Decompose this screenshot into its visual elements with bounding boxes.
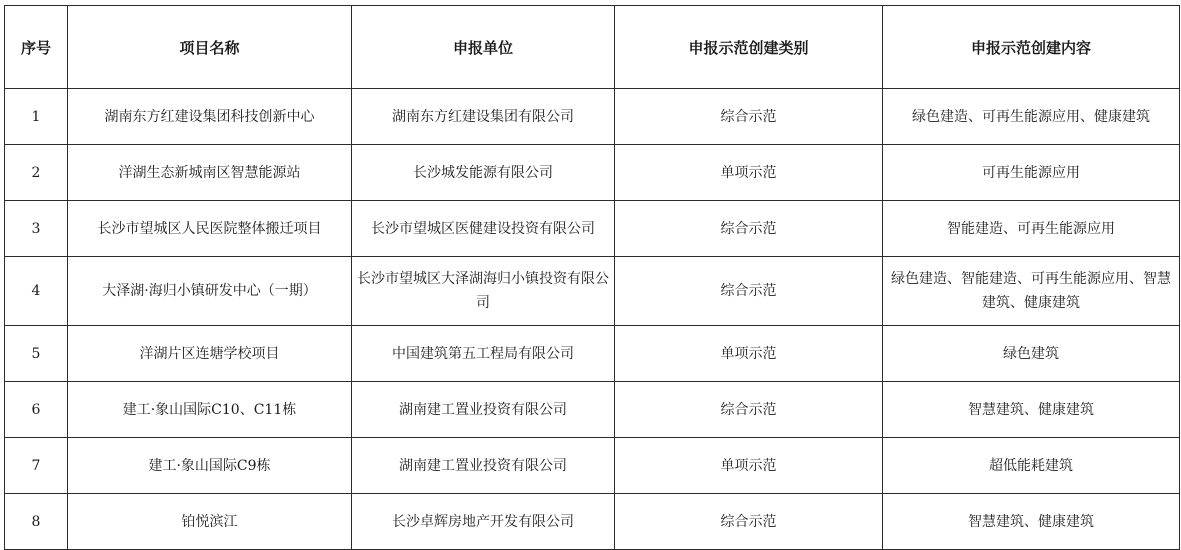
- header-demo-content: 申报示范创建内容: [883, 6, 1180, 89]
- cell-applicant-unit: 湖南建工置业投资有限公司: [352, 382, 615, 438]
- cell-project-name: 长沙市望城区人民医院整体搬迁项目: [68, 201, 352, 257]
- header-demo-category: 申报示范创建类别: [615, 6, 883, 89]
- cell-project-name: 洋湖生态新城南区智慧能源站: [68, 145, 352, 201]
- cell-demo-content: 智慧建筑、健康建筑: [883, 494, 1180, 550]
- cell-demo-content: 超低能耗建筑: [883, 438, 1180, 494]
- table-row: [5, 382, 1180, 438]
- cell-project-name: 大泽湖·海归小镇研发中心（一期）: [68, 257, 352, 326]
- cell-demo-category: 综合示范: [615, 494, 883, 550]
- cell-demo-category: 综合示范: [615, 257, 883, 326]
- cell-applicant-unit: 中国建筑第五工程局有限公司: [352, 326, 615, 382]
- cell-no: 1: [5, 89, 68, 145]
- cell-demo-content: 可再生能源应用: [883, 145, 1180, 201]
- cell-demo-category: 单项示范: [615, 145, 883, 201]
- cell-no: 8: [5, 494, 68, 550]
- table-row: [5, 326, 1180, 382]
- cell-project-name: 铂悦滨江: [68, 494, 352, 550]
- cell-demo-category: 单项示范: [615, 326, 883, 382]
- cell-demo-content: 智能建造、可再生能源应用: [883, 201, 1180, 257]
- projects-table: [4, 5, 1180, 550]
- cell-project-name: 建工·象山国际C10、C11栋: [68, 382, 352, 438]
- cell-applicant-unit: 长沙城发能源有限公司: [352, 145, 615, 201]
- cell-demo-category: 综合示范: [615, 201, 883, 257]
- table-header-row: [5, 6, 1180, 89]
- table-row: [5, 145, 1180, 201]
- table-row: [5, 438, 1180, 494]
- cell-demo-category: 综合示范: [615, 382, 883, 438]
- cell-no: 7: [5, 438, 68, 494]
- cell-applicant-unit: 湖南东方红建设集团有限公司: [352, 89, 615, 145]
- table-row: [5, 494, 1180, 550]
- cell-applicant-unit: 长沙市望城区大泽湖海归小镇投资有限公司: [352, 257, 615, 326]
- header-project-name: 项目名称: [68, 6, 352, 89]
- cell-demo-category: 综合示范: [615, 89, 883, 145]
- cell-demo-category: 单项示范: [615, 438, 883, 494]
- header-no: 序号: [5, 6, 68, 89]
- table-row: [5, 89, 1180, 145]
- cell-demo-content: 智慧建筑、健康建筑: [883, 382, 1180, 438]
- cell-applicant-unit: 长沙市望城区医健建设投资有限公司: [352, 201, 615, 257]
- cell-no: 2: [5, 145, 68, 201]
- cell-demo-content: 绿色建造、智能建造、可再生能源应用、智慧建筑、健康建筑: [883, 257, 1180, 326]
- cell-applicant-unit: 长沙卓辉房地产开发有限公司: [352, 494, 615, 550]
- table-row: [5, 201, 1180, 257]
- cell-project-name: 建工·象山国际C9栋: [68, 438, 352, 494]
- cell-no: 6: [5, 382, 68, 438]
- header-applicant-unit: 申报单位: [352, 6, 615, 89]
- cell-demo-content: 绿色建造、可再生能源应用、健康建筑: [883, 89, 1180, 145]
- cell-no: 3: [5, 201, 68, 257]
- cell-no: 5: [5, 326, 68, 382]
- cell-project-name: 洋湖片区连塘学校项目: [68, 326, 352, 382]
- cell-demo-content: 绿色建筑: [883, 326, 1180, 382]
- table-row: [5, 257, 1180, 326]
- cell-project-name: 湖南东方红建设集团科技创新中心: [68, 89, 352, 145]
- cell-applicant-unit: 湖南建工置业投资有限公司: [352, 438, 615, 494]
- cell-no: 4: [5, 257, 68, 326]
